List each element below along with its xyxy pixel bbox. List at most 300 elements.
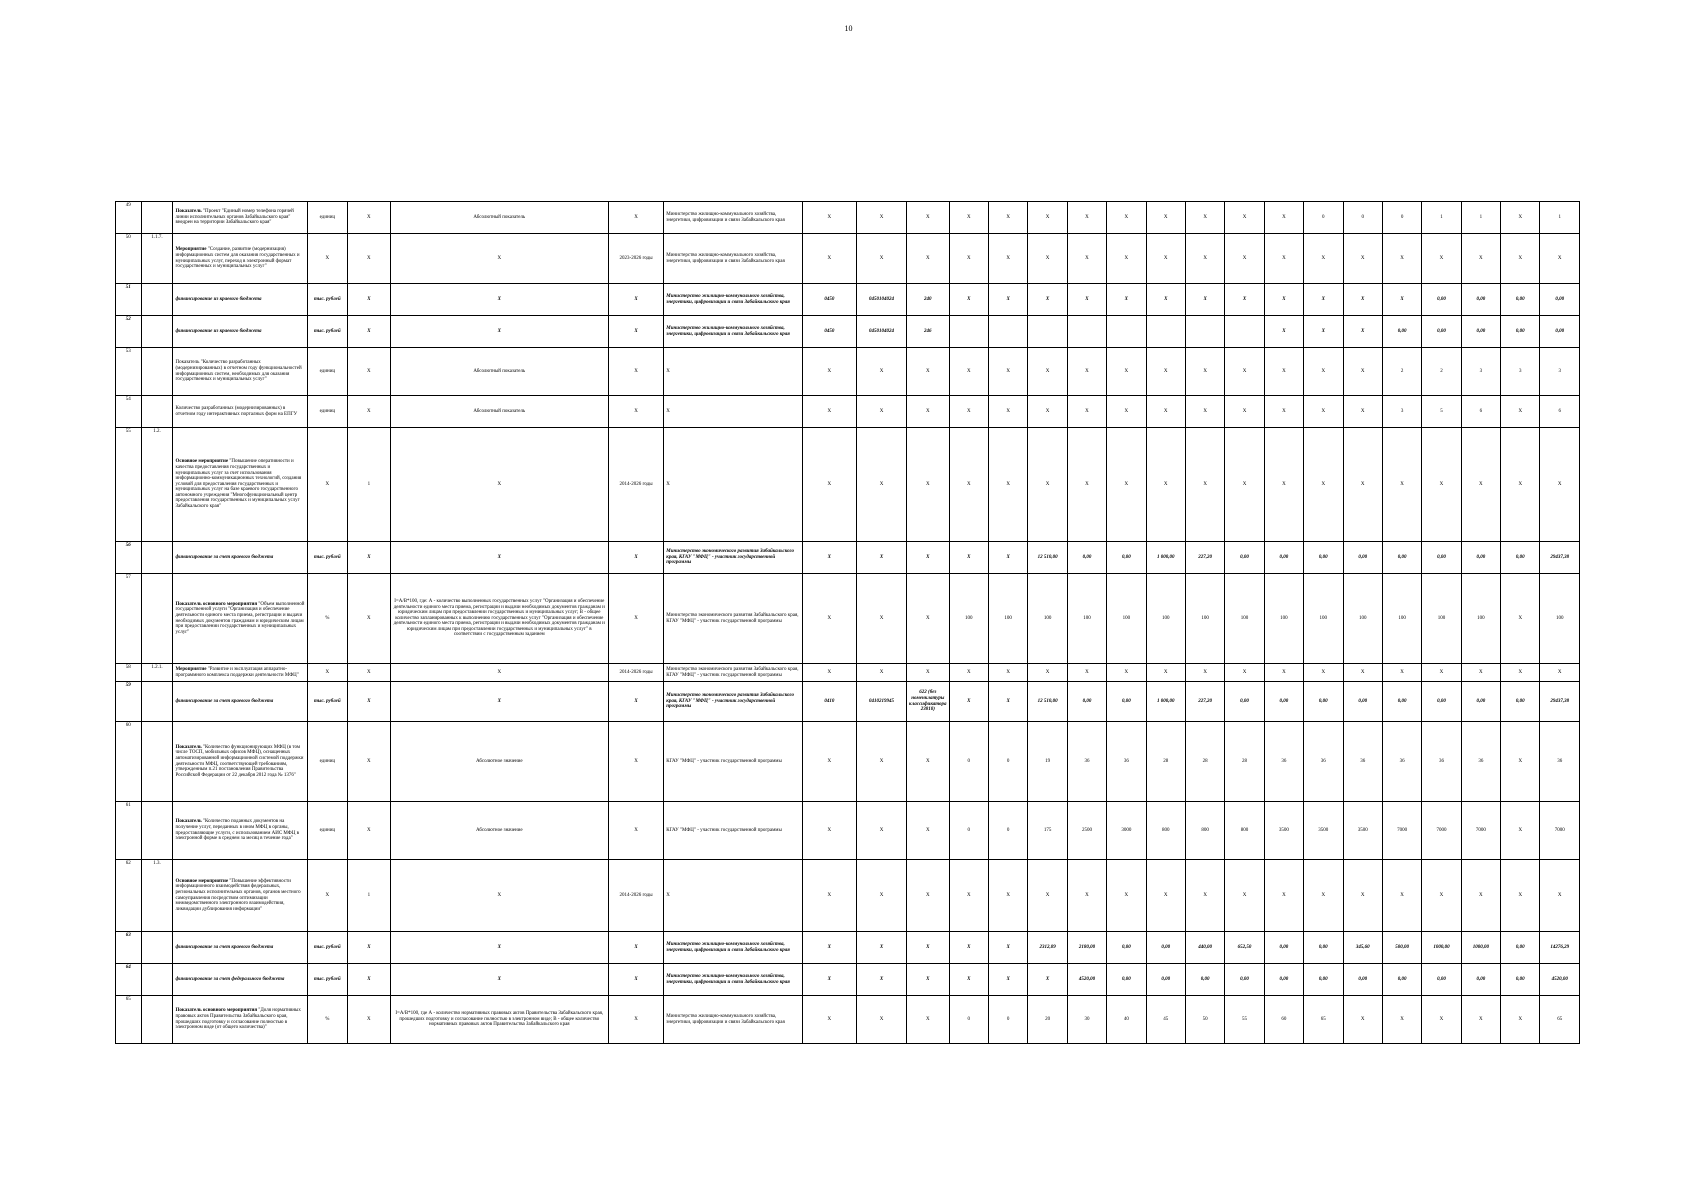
value-cell: 65 <box>1304 996 1343 1044</box>
measure-code <box>141 964 173 996</box>
formula-cell: X <box>390 964 608 996</box>
unit-cell: единиц <box>307 802 347 860</box>
value-cell: 36 <box>1067 722 1106 802</box>
formula-cell: X <box>390 284 608 316</box>
unit-cell: единиц <box>307 202 347 234</box>
value-cell: 0,00 <box>1461 284 1500 316</box>
value-cell: X <box>907 932 950 964</box>
value-cell: 7000 <box>1382 802 1421 860</box>
measure-name <box>173 964 307 996</box>
measure-text: "Повышение оперативности и качества предоставления государственных и муниципальных услуг за счет использования информационно-коммуникационных технологий, создания условий для предоставления государственных и муниципальных услуг на базе краевого государственного автономного учреждения "Многофункциональный центр предоставления государственных и муниципальных услуг Забайкальского края" <box>175 459 302 510</box>
value-cell: 0,00 <box>1264 964 1303 996</box>
value-cell: 36 <box>1540 722 1580 802</box>
value-cell <box>1067 316 1106 348</box>
value-cell: X <box>1343 348 1382 396</box>
measure-text: "Объем выполненной государственной услуги "Организация и обеспечение деятельности единого места приема, регистрации и выдачи необходимых документов гражданам и юридическим лицам при предоставлении государственных и муниципальных услуг" <box>175 601 305 635</box>
value-cell: 1000,00 <box>1461 932 1500 964</box>
weight-cell: X <box>348 202 391 234</box>
value-cell: 0,00 <box>1304 932 1343 964</box>
value-cell: X <box>907 722 950 802</box>
value-cell: X <box>856 202 906 234</box>
measure-text: финансирование за счет краевого бюджета <box>175 554 274 560</box>
executor-cell: Министерство жилищно-коммунального хозяйства, энергетики, цифровизации и связи Забайкальского края <box>664 964 802 996</box>
measure-text: "Доля нормативных правовых актов Правительства Забайкальского края, прошедших подготовку и согласование полностью в электронном виде (от общего количества)" <box>175 1008 301 1031</box>
measure-type: Показатель основного мероприятия <box>175 1008 258 1014</box>
weight-cell: X <box>348 722 391 802</box>
value-cell: X <box>1304 428 1343 542</box>
unit-cell: единиц <box>307 396 347 428</box>
value-cell: X <box>1107 348 1146 396</box>
formula-cell: X <box>390 234 608 284</box>
value-cell: 7000 <box>1540 802 1580 860</box>
value-cell: X <box>1067 234 1106 284</box>
value-cell: X <box>949 348 988 396</box>
period-cell: X <box>608 996 663 1044</box>
period-cell: 2023-2026 годы <box>608 234 663 284</box>
value-cell: X <box>1185 428 1224 542</box>
value-cell: 0,00 <box>1343 542 1382 574</box>
weight-cell: X <box>348 574 391 664</box>
value-cell: 0,00 <box>1501 542 1540 574</box>
table-row <box>116 428 1580 542</box>
value-cell: X <box>949 682 988 722</box>
value-cell <box>1225 316 1264 348</box>
value-cell: X <box>802 932 856 964</box>
formula-cell: X <box>390 542 608 574</box>
value-cell: 36 <box>1343 722 1382 802</box>
value-cell: X <box>949 964 988 996</box>
value-cell: 36 <box>1382 722 1421 802</box>
executor-cell: Министерство жилищно-коммунального хозяйства, энергетики, цифровизации и связи Забайкальского края <box>664 234 802 284</box>
measure-name <box>173 284 307 316</box>
measure-type: Основное мероприятие <box>175 878 229 884</box>
value-cell: X <box>1304 234 1343 284</box>
formula-cell: X <box>390 316 608 348</box>
weight-cell: X <box>348 348 391 396</box>
unit-cell: X <box>307 860 347 932</box>
value-cell: X <box>949 428 988 542</box>
executor-cell: Министерство жилищно-коммунального хозяйства, энергетики, цифровизации и связи Забайкальского края <box>664 316 802 348</box>
value-cell: X <box>1461 996 1500 1044</box>
table-row <box>116 542 1580 574</box>
value-cell: X <box>1461 860 1500 932</box>
value-cell: 0,00 <box>1422 316 1461 348</box>
value-cell: 29437,38 <box>1540 682 1580 722</box>
value-cell: X <box>1304 316 1343 348</box>
value-cell: X <box>1540 428 1580 542</box>
value-cell: 0,00 <box>1107 542 1146 574</box>
measure-name <box>173 682 307 722</box>
value-cell: X <box>1185 202 1224 234</box>
measure-name <box>173 574 307 664</box>
row-number: 64 <box>116 964 142 996</box>
value-cell: X <box>907 542 950 574</box>
value-cell: 100 <box>988 574 1027 664</box>
value-cell: 0,00 <box>1343 682 1382 722</box>
value-cell: 36 <box>1107 722 1146 802</box>
executor-cell: Министерство экономического развития Забайкальского края, КГАУ "МФЦ" - участник государственной программы <box>664 664 802 682</box>
value-cell: X <box>1343 284 1382 316</box>
formula-cell: I=A/B*100, где: А - количество выполненных государственных услуг "Организация и обеспечение деятельности единого места приема, регистрации и выдачи необходимых документов гражданам и юридическим лицам при предоставлении государственных и муниципальных услуг; В - общее количество запланированных к выполнению государственных услуг "Организация и обеспечение деятельности единого места приема, регистрации и выдачи необходимых документов гражданам и юридическим лицам при предоставлении государственных и муниципальных услуг" в соответствии с государственным заданием <box>390 574 608 664</box>
value-cell: 500,00 <box>1382 932 1421 964</box>
value-cell: X <box>1501 428 1540 542</box>
value-cell: X <box>907 348 950 396</box>
value-cell: 0 <box>949 996 988 1044</box>
value-cell: 800 <box>1185 802 1224 860</box>
value-cell: X <box>802 664 856 682</box>
value-cell: X <box>1225 202 1264 234</box>
measure-code <box>141 316 173 348</box>
value-cell: X <box>1540 664 1580 682</box>
value-cell: 100 <box>1343 574 1382 664</box>
table-row <box>116 860 1580 932</box>
measure-type: Показатель основного мероприятия <box>175 601 258 607</box>
value-cell: X <box>1264 428 1303 542</box>
value-cell: X <box>1422 860 1461 932</box>
value-cell: X <box>1028 284 1067 316</box>
value-cell: X <box>856 664 906 682</box>
value-cell: X <box>949 234 988 284</box>
value-cell: X <box>1382 234 1421 284</box>
value-cell: X <box>1028 202 1067 234</box>
value-cell: X <box>1382 284 1421 316</box>
weight-cell: X <box>348 802 391 860</box>
measure-code <box>141 996 173 1044</box>
value-cell: X <box>1067 202 1106 234</box>
value-cell: 2 <box>1382 348 1421 396</box>
value-cell: 0450104024 <box>856 316 906 348</box>
value-cell: 3 <box>1540 348 1580 396</box>
value-cell <box>949 316 988 348</box>
measure-type: Мероприятие <box>175 666 207 672</box>
value-cell: 0,00 <box>1501 964 1540 996</box>
measure-code <box>141 542 173 574</box>
value-cell: X <box>1185 284 1224 316</box>
value-cell <box>988 316 1027 348</box>
unit-cell: тыс. рублей <box>307 964 347 996</box>
value-cell: X <box>1107 202 1146 234</box>
value-cell: 1 000,00 <box>1146 542 1185 574</box>
measure-code <box>141 802 173 860</box>
value-cell: X <box>1264 860 1303 932</box>
value-cell: X <box>1146 396 1185 428</box>
value-cell: 12 510,00 <box>1028 542 1067 574</box>
value-cell: X <box>1264 316 1303 348</box>
period-cell: X <box>608 284 663 316</box>
measure-text: финансирование за счет краевого бюджета <box>175 698 274 704</box>
unit-cell: тыс. рублей <box>307 284 347 316</box>
value-cell: X <box>988 682 1027 722</box>
value-cell: X <box>856 234 906 284</box>
measure-text: "Развитие и эксплуатация аппаратно-программного комплекса поддержки деятельности МФЦ" <box>175 666 299 678</box>
measure-name <box>173 932 307 964</box>
value-cell: X <box>1304 348 1343 396</box>
value-cell: 100 <box>1225 574 1264 664</box>
formula-cell: Абсолютный показатель <box>390 396 608 428</box>
measure-name <box>173 722 307 802</box>
value-cell: X <box>1382 860 1421 932</box>
value-cell: X <box>988 234 1027 284</box>
value-cell: 345,60 <box>1343 932 1382 964</box>
row-number: 53 <box>116 348 142 396</box>
weight-cell: X <box>348 316 391 348</box>
row-number: 60 <box>116 722 142 802</box>
table-row <box>116 682 1580 722</box>
value-cell: 100 <box>1028 574 1067 664</box>
value-cell: X <box>1264 348 1303 396</box>
value-cell: 0 <box>988 722 1027 802</box>
executor-cell: X <box>664 428 802 542</box>
value-cell: 0 <box>1343 202 1382 234</box>
value-cell: 100 <box>1264 574 1303 664</box>
value-cell: X <box>907 996 950 1044</box>
measure-name <box>173 860 307 932</box>
value-cell: 0,00 <box>1146 964 1185 996</box>
unit-cell: X <box>307 664 347 682</box>
value-cell: X <box>856 542 906 574</box>
value-cell: 652,50 <box>1225 932 1264 964</box>
value-cell: X <box>1501 860 1540 932</box>
value-cell: X <box>802 996 856 1044</box>
value-cell: X <box>856 428 906 542</box>
unit-cell: % <box>307 574 347 664</box>
value-cell: X <box>1107 428 1146 542</box>
value-cell: 440,00 <box>1185 932 1224 964</box>
value-cell: 0,00 <box>1540 316 1580 348</box>
value-cell: 0,00 <box>1225 682 1264 722</box>
value-cell: X <box>802 860 856 932</box>
value-cell: X <box>1343 428 1382 542</box>
value-cell: X <box>1264 234 1303 284</box>
value-cell: 65 <box>1540 996 1580 1044</box>
measure-text: финансирование из краевого бюджета <box>175 328 262 334</box>
value-cell: X <box>1028 348 1067 396</box>
weight-cell: X <box>348 234 391 284</box>
value-cell: 0,00 <box>1264 542 1303 574</box>
executor-cell: КГАУ "МФЦ" - участник государственной программы <box>664 802 802 860</box>
value-cell: 175 <box>1028 802 1067 860</box>
value-cell: 800 <box>1225 802 1264 860</box>
weight-cell: X <box>348 542 391 574</box>
period-cell: X <box>608 802 663 860</box>
table-row <box>116 996 1580 1044</box>
value-cell: X <box>1225 664 1264 682</box>
measure-type: Мероприятие <box>175 247 207 253</box>
value-cell: X <box>1264 664 1303 682</box>
value-cell: X <box>1501 996 1540 1044</box>
value-cell: 6 <box>1540 396 1580 428</box>
measure-text: "Количество функционирующих МФЦ (в том числе ТОСП, мобильных офисов МФЦ), оснащенных автоматизированной информационной системой поддержки деятельности МФЦ, соответствующей требованиям, утвержденным п.21 постановления Правительства Российской Федерации от 22 декабря 2012 года № 1376" <box>175 744 304 778</box>
measure-code <box>141 682 173 722</box>
value-cell: X <box>1146 428 1185 542</box>
table-row <box>116 316 1580 348</box>
value-cell: X <box>802 428 856 542</box>
value-cell: 30 <box>1067 996 1106 1044</box>
weight-cell: X <box>348 996 391 1044</box>
value-cell: 0410219945 <box>856 682 906 722</box>
row-number: 58 <box>116 664 142 682</box>
value-cell: X <box>1028 428 1067 542</box>
value-cell: X <box>988 202 1027 234</box>
value-cell: 0,00 <box>1501 284 1540 316</box>
value-cell: 0,00 <box>1225 964 1264 996</box>
value-cell: X <box>1304 396 1343 428</box>
measure-type: Показатель <box>175 744 202 750</box>
measure-text: Количество разработанных (модернизированных) в отчетном году интерактивных порталных форм на ЕПГУ <box>175 405 298 417</box>
value-cell: 0,00 <box>1304 682 1343 722</box>
page-number: 10 <box>844 24 853 33</box>
period-cell: X <box>608 964 663 996</box>
period-cell: 2014-2026 годы <box>608 860 663 932</box>
value-cell: X <box>907 802 950 860</box>
weight-cell: X <box>348 964 391 996</box>
value-cell: 800 <box>1146 802 1185 860</box>
formula-cell: I=A/B*100, где А - количество нормативных правовых актов Правительства Забайкальского края, прошедших подготовку и согласование полностью в электронном виде; В - общее количество нормативных правовых актов Правительства Забайкальского края <box>390 996 608 1044</box>
measure-code <box>141 396 173 428</box>
measure-name <box>173 664 307 682</box>
value-cell: 40 <box>1107 996 1146 1044</box>
unit-cell: % <box>307 996 347 1044</box>
value-cell: X <box>802 722 856 802</box>
executor-cell: КГАУ "МФЦ" - участник государственной программы <box>664 722 802 802</box>
weight-cell: X <box>348 664 391 682</box>
value-cell: X <box>949 396 988 428</box>
formula-cell: X <box>390 932 608 964</box>
measure-name <box>173 802 307 860</box>
value-cell: 0,00 <box>1185 964 1224 996</box>
row-number: 55 <box>116 428 142 542</box>
value-cell: 3500 <box>1343 802 1382 860</box>
value-cell: X <box>1501 574 1540 664</box>
period-cell: 2014-2026 годы <box>608 664 663 682</box>
row-number: 57 <box>116 574 142 664</box>
value-cell: 0,00 <box>1146 932 1185 964</box>
value-cell: X <box>1146 348 1185 396</box>
value-cell: X <box>1028 860 1067 932</box>
value-cell: 0,00 <box>1107 964 1146 996</box>
table-row <box>116 202 1580 234</box>
value-cell: X <box>856 932 906 964</box>
row-number: 52 <box>116 316 142 348</box>
value-cell: 0,00 <box>1343 964 1382 996</box>
table-row <box>116 396 1580 428</box>
value-cell: 1 <box>1422 202 1461 234</box>
value-cell: X <box>1501 202 1540 234</box>
formula-cell: Абсолютный показатель <box>390 202 608 234</box>
value-cell: 0,00 <box>1540 284 1580 316</box>
unit-cell: X <box>307 428 347 542</box>
value-cell: 0,00 <box>1067 542 1106 574</box>
value-cell: X <box>949 202 988 234</box>
row-number: 50 <box>116 234 142 284</box>
value-cell: X <box>856 574 906 664</box>
value-cell: 28 <box>1146 722 1185 802</box>
value-cell: X <box>1146 284 1185 316</box>
value-cell: 2500 <box>1067 802 1106 860</box>
value-cell: X <box>949 284 988 316</box>
value-cell: X <box>1028 964 1067 996</box>
value-cell: 3000 <box>1107 802 1146 860</box>
value-cell: X <box>1264 202 1303 234</box>
period-cell: X <box>608 682 663 722</box>
value-cell: X <box>1343 664 1382 682</box>
measure-code: 1.2.1. <box>141 664 173 682</box>
program-table <box>115 201 1580 1044</box>
value-cell: X <box>988 860 1027 932</box>
table-row <box>116 664 1580 682</box>
period-cell: X <box>608 722 663 802</box>
value-cell: 0,00 <box>1382 542 1421 574</box>
value-cell: X <box>988 964 1027 996</box>
value-cell: X <box>1067 860 1106 932</box>
value-cell: 6 <box>1461 396 1500 428</box>
row-number: 54 <box>116 396 142 428</box>
measure-code <box>141 574 173 664</box>
weight-cell: X <box>348 932 391 964</box>
value-cell: X <box>988 348 1027 396</box>
value-cell <box>1185 316 1224 348</box>
value-cell: 36 <box>1264 722 1303 802</box>
value-cell: X <box>1422 428 1461 542</box>
value-cell: 0,00 <box>1461 542 1500 574</box>
period-cell: X <box>608 316 663 348</box>
value-cell: 0,00 <box>1501 682 1540 722</box>
value-cell: 0410 <box>802 682 856 722</box>
measure-type: Показатель <box>175 819 202 825</box>
value-cell: 0,00 <box>1461 682 1500 722</box>
value-cell: 20 <box>1028 996 1067 1044</box>
value-cell: 3 <box>1461 348 1500 396</box>
value-cell: 1 <box>1540 202 1580 234</box>
value-cell: X <box>907 202 950 234</box>
formula-cell: X <box>390 664 608 682</box>
value-cell: 2312,09 <box>1028 932 1067 964</box>
value-cell: X <box>1343 316 1382 348</box>
value-cell: X <box>1382 664 1421 682</box>
value-cell: 100 <box>1067 574 1106 664</box>
measure-name <box>173 396 307 428</box>
value-cell: 100 <box>1540 574 1580 664</box>
executor-cell: X <box>664 860 802 932</box>
value-cell: X <box>1540 860 1580 932</box>
row-number: 59 <box>116 682 142 722</box>
value-cell: X <box>1501 234 1540 284</box>
value-cell: 0450 <box>802 316 856 348</box>
value-cell: 0,00 <box>1107 932 1146 964</box>
unit-cell: единиц <box>307 722 347 802</box>
value-cell: X <box>1185 664 1224 682</box>
value-cell: 2 <box>1422 348 1461 396</box>
value-cell: 0 <box>988 996 1027 1044</box>
value-cell: 0,00 <box>1067 682 1106 722</box>
value-cell: X <box>1461 428 1500 542</box>
value-cell: X <box>856 860 906 932</box>
value-cell: X <box>907 428 950 542</box>
value-cell: 100 <box>1146 574 1185 664</box>
value-cell: 0,00 <box>1422 542 1461 574</box>
value-cell: X <box>1501 722 1540 802</box>
value-cell: X <box>1461 234 1500 284</box>
value-cell: X <box>907 964 950 996</box>
executor-cell: Министерство экономического развития Забайкальского края, КГАУ "МФЦ" - участник государственной программы <box>664 542 802 574</box>
period-cell: 2014-2026 годы <box>608 428 663 542</box>
value-cell: X <box>1067 428 1106 542</box>
value-cell: 28 <box>1185 722 1224 802</box>
value-cell: 0,00 <box>1107 682 1146 722</box>
value-cell: 227,20 <box>1185 682 1224 722</box>
value-cell: X <box>1225 284 1264 316</box>
value-cell: 12 510,00 <box>1028 682 1067 722</box>
